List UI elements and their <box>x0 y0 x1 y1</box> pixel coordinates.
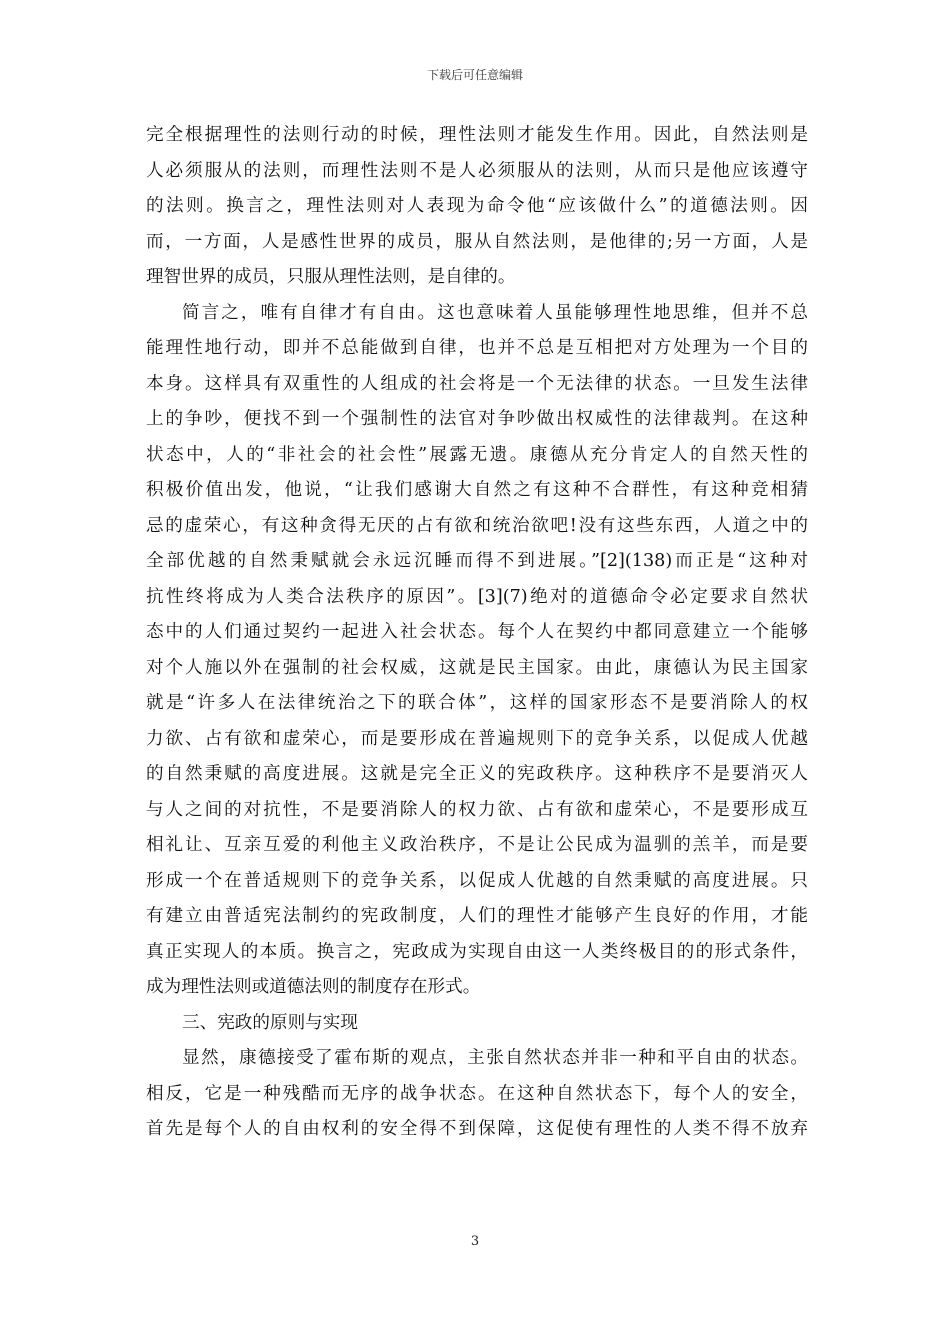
text-line: 力欲、占有欲和虚荣心，而是要形成在普遍规则下的竞争关系，以促成人优越 <box>146 728 808 749</box>
text-line: 与人之间的对抗性，不是要消除人的权力欲、占有欲和虚荣心，不是要形成互 <box>146 799 808 820</box>
text-line: 上的争吵，便找不到一个强制性的法官对争吵做出权威性的法律裁判。在这种 <box>146 409 808 429</box>
text-line: 忌的虚荣心，有这种贪得无厌的占有欲和统治欲吧!没有这些东西，人道之中的 <box>146 515 808 536</box>
text-line: 首先是每个人的自由权利的安全得不到保障，这促使有理性的人类不得不放弃 <box>146 1119 808 1139</box>
text-line: 而，一方面，人是感性世界的成员，服从自然法则，是他律的;另一方面，人是 <box>146 231 808 252</box>
text-line: 人必须服从的法则，而理性法则不是人必须服从的法则，从而只是他应该遵守 <box>146 160 808 181</box>
text-line: 相反，它是一种残酷而无序的战争状态。在这种自然状态下，每个人的安全， <box>146 1083 808 1104</box>
text-line: 状态中，人的“非社会的社会性”展露无遗。康德从充分肯定人的自然天性的 <box>146 444 808 465</box>
text-line: 的法则。换言之，理性法则对人表现为命令他“应该做什么”的道德法则。因 <box>146 196 808 216</box>
section-heading: 三、宪政的原则与实现 <box>182 1012 358 1033</box>
paragraph-start-line: 简言之，唯有自律才有自由。这也意味着人虽能够理性地思维，但并不总 <box>182 302 808 323</box>
text-line: 成为理性法则或道德法则的制度存在形式。 <box>146 977 481 997</box>
text-line: 能理性地行动，即并不总能做到自律，也并不总是互相把对方处理为一个目的 <box>146 338 808 358</box>
text-line: 对个人施以外在强制的社会权威，这就是民主国家。由此，康德认为民主国家 <box>146 657 808 678</box>
text-line: 真正实现人的本质。换言之，宪政成为实现自由这一人类终极目的的形式条件， <box>146 941 808 962</box>
text-line: 形成一个在普适规则下的竞争关系，以促成人优越的自然秉赋的高度进展。只 <box>146 870 808 891</box>
text-line: 相礼让、互亲互爱的利他主义政治秩序，不是让公民成为温驯的羔羊，而是要 <box>146 835 808 855</box>
body-text <box>146 118 808 1148</box>
text-line: 就是“许多人在法律统治之下的联合体”，这样的国家形态不是要消除人的权 <box>146 693 808 713</box>
text-line: 理智世界的成员，只服从理性法则，是自律的。 <box>146 267 516 287</box>
text-line: 本身。这样具有双重性的人组成的社会将是一个无法律的状态。一旦发生法律 <box>146 373 808 394</box>
paragraph-start-line: 显然，康德接受了霍布斯的观点，主张自然状态并非一种和平自由的状态。 <box>182 1048 808 1068</box>
text-line: 有建立由普适宪法制约的宪政制度，人们的理性才能够产生良好的作用，才能 <box>146 906 808 926</box>
page-number: 3 <box>470 1234 480 1249</box>
text-line: 全部优越的自然秉赋就会永远沉睡而得不到进展。”[2](138)而正是“这种对 <box>146 551 808 571</box>
text-line: 的自然秉赋的高度进展。这就是完全正义的宪政秩序。这种秩序不是要消灭人 <box>146 764 808 784</box>
page-header: 下载后可任意编辑 <box>426 68 523 82</box>
text-line: 完全根据理性的法则行动的时候，理性法则才能发生作用。因此，自然法则是 <box>146 125 808 145</box>
text-line: 抗性终将成为人类合法秩序的原因”。[3](7)绝对的道德命令必定要求自然状 <box>146 586 808 607</box>
text-line: 态中的人们通过契约一起进入社会状态。每个人在契约中都同意建立一个能够 <box>146 622 808 642</box>
text-line: 积极价值出发，他说，“让我们感谢大自然之有这种不合群性，有这种竞相猜 <box>146 480 808 500</box>
